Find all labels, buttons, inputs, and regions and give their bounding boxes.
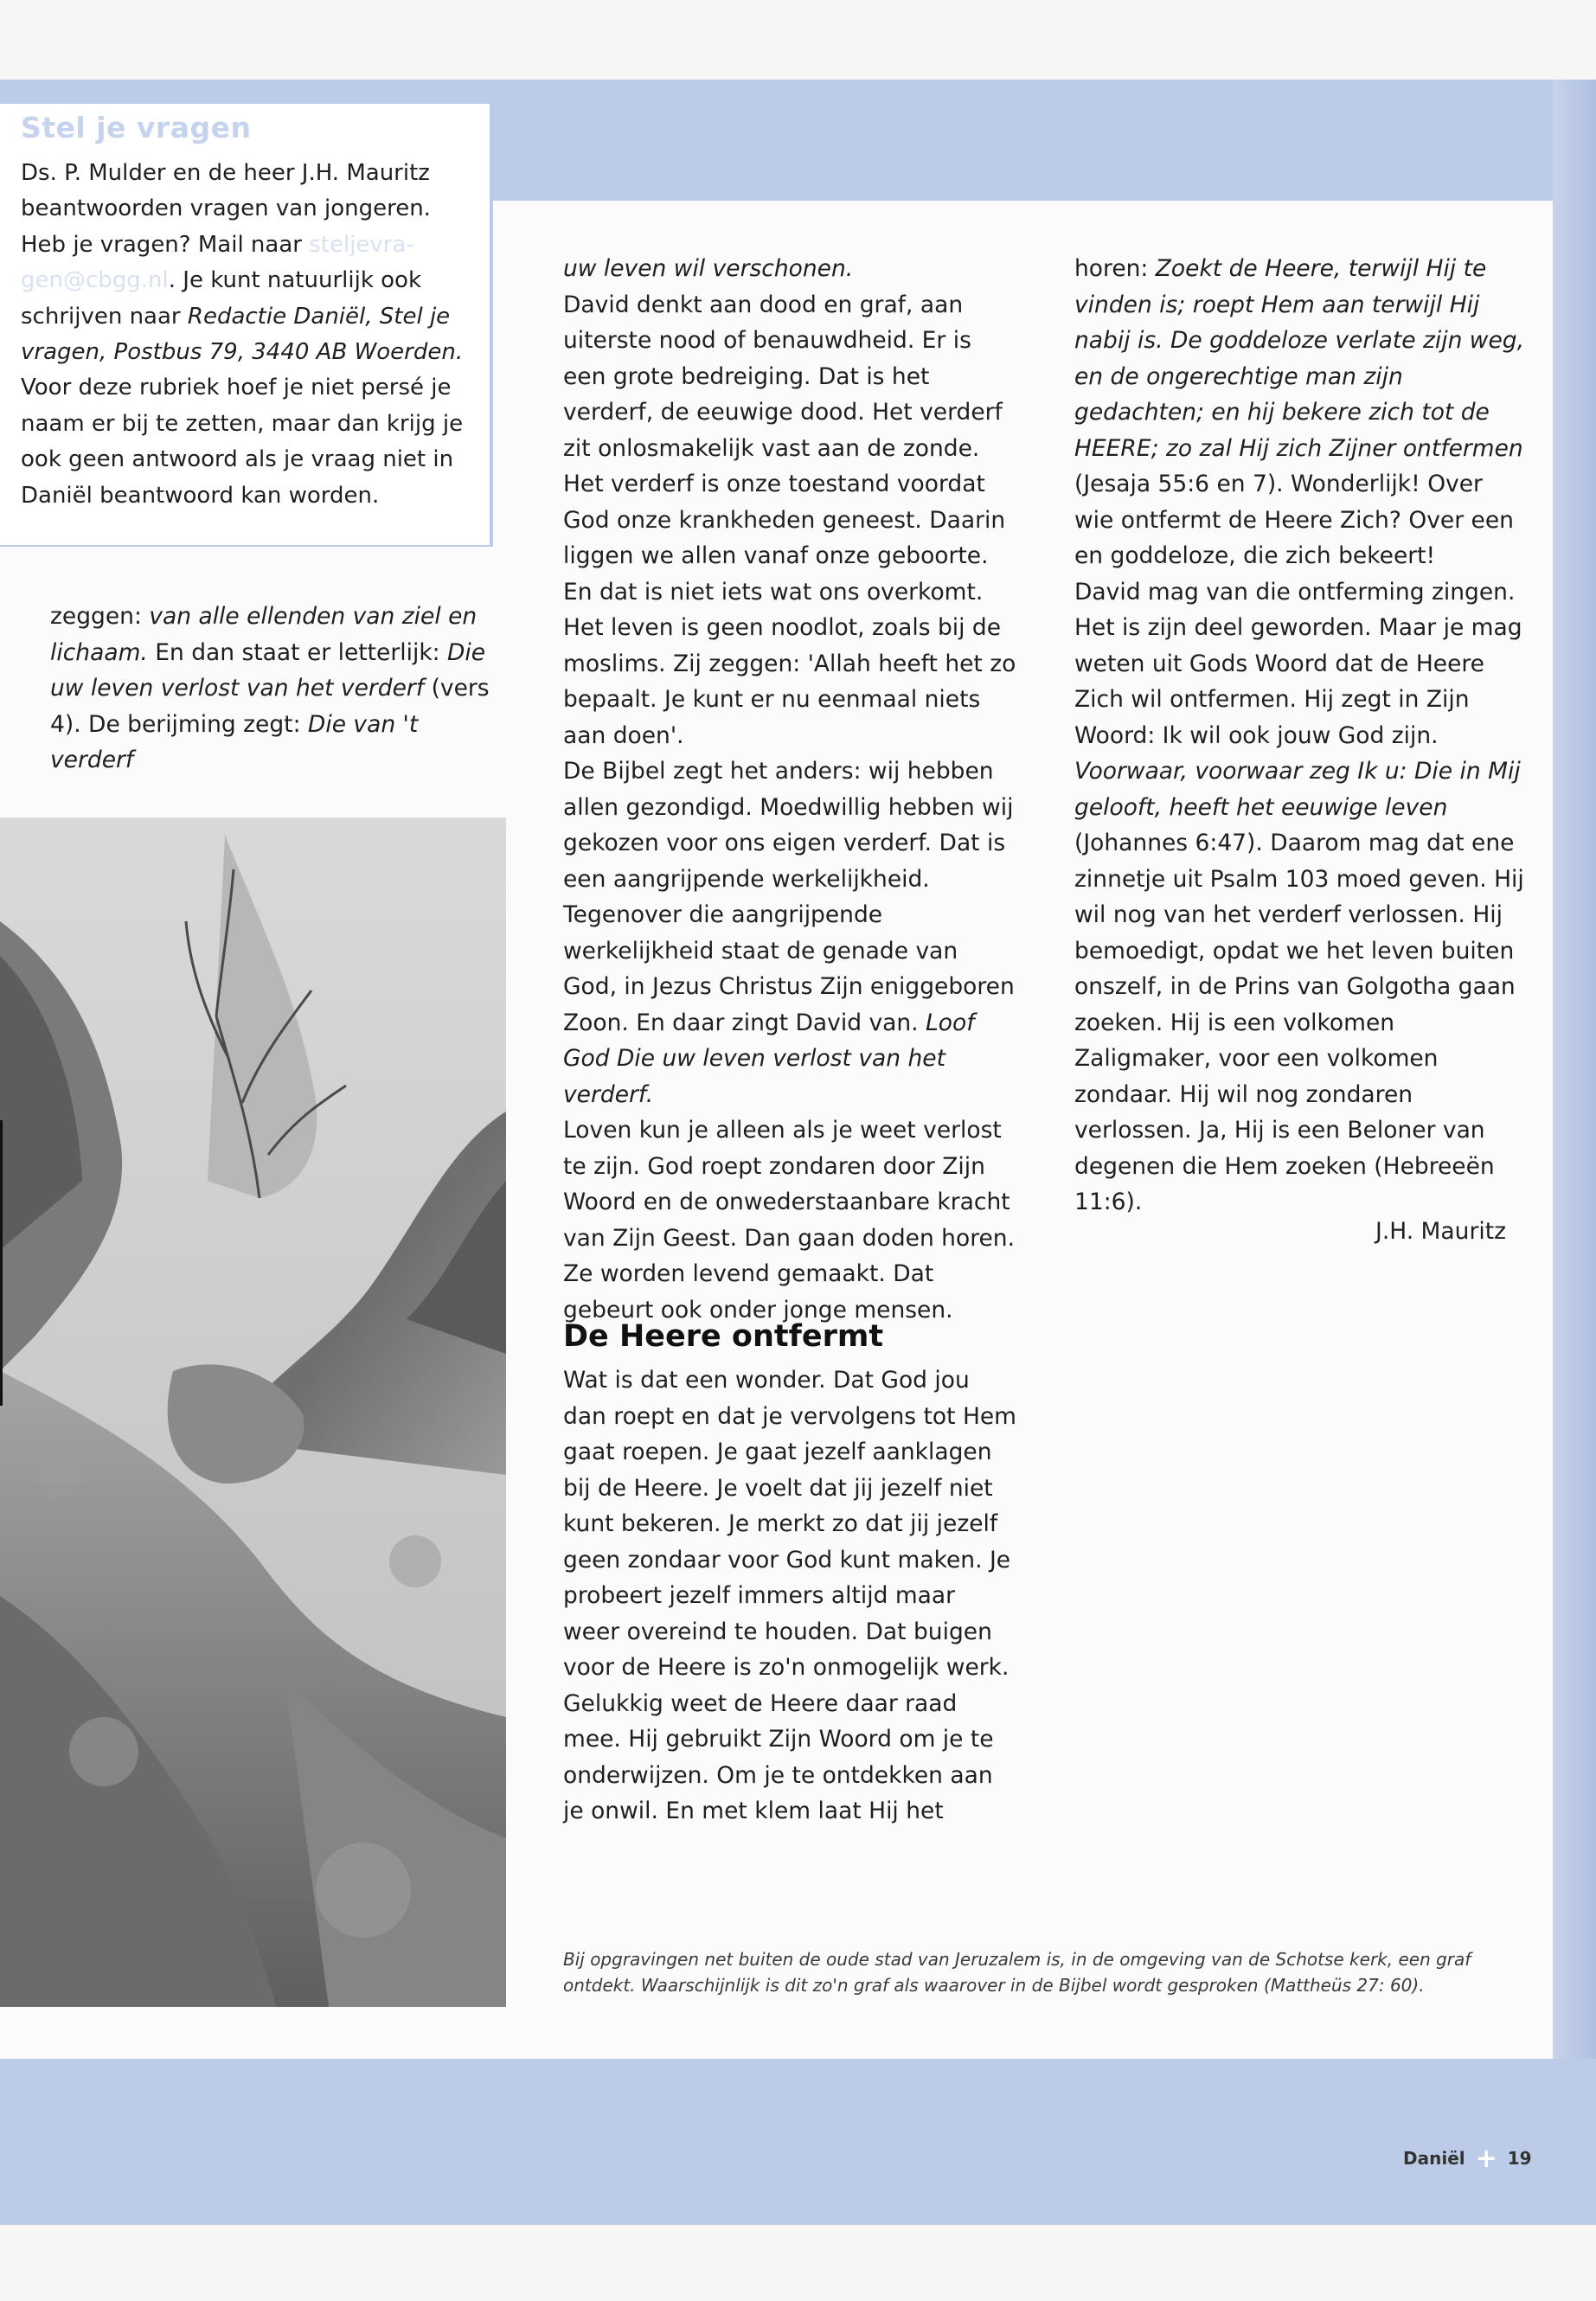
col2-paragraph-2: David denkt aan dood en graf, aan uiterste nood of benauwdheid. Er is een grote bedreiging. Dat is het verderf, de eeuwige dood. Het verderf zit onlosmakelijk vast aan de zonde. Het verderf is onze toestand voordat God onze krankheden geneest. Daarin liggen we allen vanaf onze geboorte. En dat is niet iets wat ons overkomt. Het leven is geen noodlot, zoals bij de moslims. Zij zeggen: 'Allah heeft het zo bepaalt. Je kunt er nu eenmaal niets aan doen'. bbox=[563, 291, 1016, 749]
photo-caption: Bij opgravingen net buiten de oude stad van Jeruzalem is, in de omgeving van de Schotse kerk, een graf ontdekt. Waarschijnlijk is dit zo'n graf als waarover in de Bijbel wordt gesproken (Mattheüs 27: 60). bbox=[563, 1949, 1471, 1996]
page-number: 19 bbox=[1507, 2148, 1532, 2169]
column-2-text bbox=[563, 251, 1017, 1328]
info-line-2: . Je kunt natuurlijk ook schrijven naar bbox=[21, 267, 422, 330]
header-band bbox=[467, 80, 1596, 201]
col3-john-quote: Voorwaar, voorwaar zeg Ik u: Die in Mij gelooft, heeft het eeuwige leven bbox=[1074, 758, 1521, 821]
info-box-text bbox=[21, 156, 479, 514]
page-edge-mark bbox=[0, 1120, 3, 1406]
email-link-part-1[interactable]: steljevra- bbox=[309, 231, 414, 258]
section-heading: De Heere ontfermt bbox=[563, 1319, 884, 1354]
col1-part-e: (vers 4). De berijming zegt: bbox=[50, 675, 490, 738]
col1-part-c: En dan staat er letterlijk: bbox=[147, 638, 448, 666]
info-box-title: Stel je vragen bbox=[21, 111, 252, 144]
col2-paragraph-3: De Bijbel zegt het anders: wij hebben allen gezondigd. Moedwillig hebben wij gekozen voor ons eigen verderf. Dat is een aangrijpende werkelijkheid. Tegenover die aangrijpende werkelijkheid staat de genade van God, in Jezus Christus Zijn eniggeboren Zoon. En daar zingt David van. bbox=[563, 758, 1015, 1036]
page-footer bbox=[1403, 2144, 1532, 2174]
col3-part-c: (Jesaja 55:6 en 7). Wonderlijk! Over wie ontfermt de Heere Zich? Over een en goddeloze, die zich bekeert! bbox=[1074, 471, 1514, 569]
postal-address: Redactie Daniël, Stel je vragen, Postbus 79, 3440 AB Woerden. bbox=[21, 303, 464, 366]
col1-part-a: zeggen: bbox=[50, 603, 150, 630]
email-link-part-2[interactable]: gen@cbgg.nl bbox=[21, 267, 169, 294]
col2-paragraph-3-quote: Loof God Die uw leven verlost van het verderf. bbox=[563, 1009, 975, 1108]
info-line-1: Ds. P. Mulder en de heer J.H. Mauritz beantwoorden vragen van jongeren. Heb je vragen? Mail naar bbox=[21, 160, 431, 258]
magazine-name: Daniël bbox=[1403, 2148, 1465, 2169]
col2-paragraph-4: Loven kun je alleen als je weet verlost te zijn. God roept zondaren door Zijn Woord en de onwederstaanbare kracht van Zijn Geest. Dan gaan doden horen. Ze worden levend gemaakt. Dat gebeurt ook onder jonge mensen. bbox=[563, 1117, 1016, 1324]
info-line-3: Voor deze rubriek hoef je niet persé je naam er bij te zetten, maar dan krijg je ook geen antwoord als je vraag niet in Daniël beantwoord kan worden. bbox=[21, 375, 464, 509]
author-signature: J.H. Mauritz bbox=[1375, 1218, 1507, 1245]
footer-band bbox=[0, 2059, 1596, 2225]
col2-paragraph-5: Wat is dat een wonder. Dat God jou dan roept en dat je vervolgens tot Hem gaat roepen. Je gaat jezelf aanklagen bij de Heere. Je voelt dat jij jezelf niet kunt bekeren. Je merkt zo dat jij jezelf geen zondaar voor God kunt maken. Je probeert jezelf immers altijd maar weer overeind te houden. Dat buigen voor de Heere is zo'n onmogelijk werk. Gelukkig weet de Heere daar raad mee. Hij gebruikt Zijn Woord om je te onderwijzen. Om je te ontdekken aan je onwil. En met klem laat Hij het bbox=[563, 1367, 1016, 1824]
plus-icon: + bbox=[1475, 2144, 1497, 2174]
col1-part-d: Die uw leven verlost van het verderf bbox=[50, 638, 486, 702]
col2-italic-opening: uw leven wil verschonen. bbox=[563, 255, 854, 282]
col3-isaiah-quote: Zoekt de Heere, terwijl Hij te vinden is; roept Hem aan terwijl Hij nabij is. De goddeloze verlate zijn weg, en de ongerechtige man zijn gedachten; en hij bekere zich tot de HEERE; zo zal Hij zich Zijner ontfermen bbox=[1074, 255, 1525, 462]
tomb-photo bbox=[0, 817, 506, 2007]
col1-part-b: van alle ellenden van ziel en lichaam. bbox=[50, 603, 478, 666]
col3-part-a: horen: bbox=[1074, 255, 1156, 282]
column-1-text bbox=[50, 599, 500, 779]
col3-part-f: (Johannes 6:47). Daarom mag dat ene zinnetje uit Psalm 103 moed geven. Hij wil nog van het verderf verlossen. Hij bemoedigt, opdat we het leven buiten onszelf, in de Prins van Golgotha gaan zoeken. Hij is een volkomen Zaligmaker, voor een volkomen zondaar. Hij wil nog zondaren verlossen. Ja, Hij is een Beloner van degenen die Hem zoeken (Hebreeën 11:6). bbox=[1074, 830, 1524, 1215]
column-2-continued bbox=[563, 1362, 1017, 1830]
column-3-text bbox=[1074, 251, 1529, 1221]
col3-part-d: David mag van die ontferming zingen. Het is zijn deel geworden. Maar je mag weten uit Gods Woord dat de Heere Zich wil ontfermen. Hij zegt in Zijn Woord: Ik wil ook jouw God zijn. bbox=[1074, 578, 1522, 749]
col1-part-f: Die van 't verderf bbox=[50, 710, 419, 773]
right-edge-band bbox=[1553, 80, 1596, 2225]
